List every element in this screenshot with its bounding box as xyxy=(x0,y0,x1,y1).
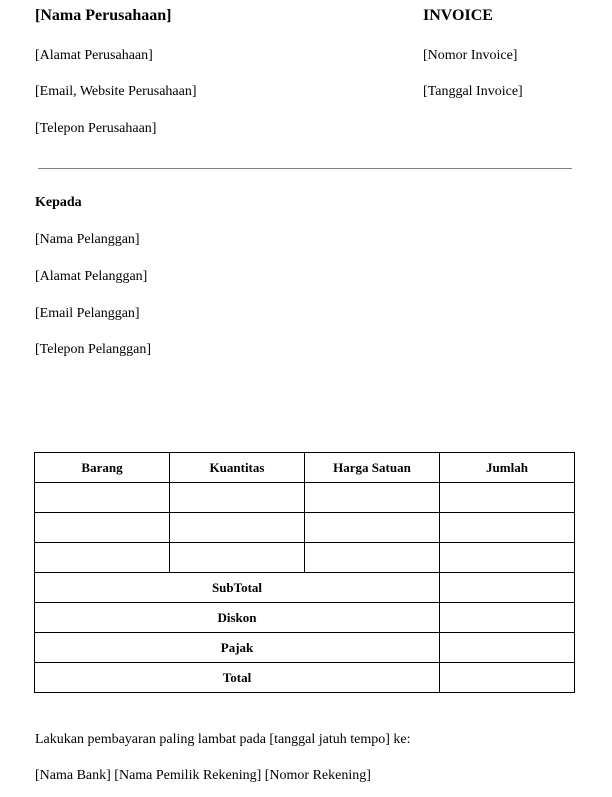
company-phone: [Telepon Perusahaan] xyxy=(35,121,157,136)
table-cell-harga-satuan[interactable] xyxy=(305,483,440,513)
table-cell-jumlah[interactable] xyxy=(440,483,575,513)
summary-label-subtotal: SubTotal xyxy=(35,573,440,603)
summary-row-pajak xyxy=(35,633,575,663)
table-cell-barang[interactable] xyxy=(35,513,170,543)
summary-label-pajak: Pajak xyxy=(35,633,440,663)
table-row xyxy=(35,513,575,543)
table-cell-kuantitas[interactable] xyxy=(170,483,305,513)
invoice-number: [Nomor Invoice] xyxy=(423,48,518,63)
recipient-address: [Alamat Pelanggan] xyxy=(35,269,148,284)
recipient-phone: [Telepon Pelanggan] xyxy=(35,342,152,357)
column-header-harga-satuan: Harga Satuan xyxy=(305,453,440,483)
payment-bank-details: [Nama Bank] [Nama Pemilik Rekening] [Nomor Rekening] xyxy=(35,768,371,783)
table-row xyxy=(35,543,575,573)
table-cell-kuantitas[interactable] xyxy=(170,513,305,543)
summary-value-total[interactable] xyxy=(440,663,575,693)
table-cell-kuantitas[interactable] xyxy=(170,543,305,573)
table-header-row xyxy=(35,453,575,483)
summary-value-pajak[interactable] xyxy=(440,633,575,663)
table-cell-harga-satuan[interactable] xyxy=(305,543,440,573)
summary-row-total xyxy=(35,663,575,693)
summary-label-total: Total xyxy=(35,663,440,693)
column-header-jumlah: Jumlah xyxy=(440,453,575,483)
table-cell-harga-satuan[interactable] xyxy=(305,513,440,543)
table-cell-jumlah[interactable] xyxy=(440,543,575,573)
summary-row-diskon xyxy=(35,603,575,633)
table-row xyxy=(35,483,575,513)
column-header-kuantitas: Kuantitas xyxy=(170,453,305,483)
invoice-date: [Tanggal Invoice] xyxy=(423,84,523,99)
summary-value-subtotal[interactable] xyxy=(440,573,575,603)
company-email-website: [Email, Website Perusahaan] xyxy=(35,84,197,99)
items-table xyxy=(34,452,575,693)
table-cell-jumlah[interactable] xyxy=(440,513,575,543)
summary-row-subtotal xyxy=(35,573,575,603)
summary-label-diskon: Diskon xyxy=(35,603,440,633)
payment-instruction: Lakukan pembayaran paling lambat pada [tanggal jatuh tempo] ke: xyxy=(35,732,411,747)
company-address: [Alamat Perusahaan] xyxy=(35,48,153,63)
header-divider xyxy=(38,168,572,169)
invoice-title: INVOICE xyxy=(423,7,493,24)
table-cell-barang[interactable] xyxy=(35,543,170,573)
column-header-barang: Barang xyxy=(35,453,170,483)
summary-value-diskon[interactable] xyxy=(440,603,575,633)
recipient-heading: Kepada xyxy=(35,195,82,210)
recipient-email: [Email Pelanggan] xyxy=(35,306,140,321)
recipient-name: [Nama Pelanggan] xyxy=(35,232,140,247)
table-cell-barang[interactable] xyxy=(35,483,170,513)
company-name: [Nama Perusahaan] xyxy=(35,7,172,24)
